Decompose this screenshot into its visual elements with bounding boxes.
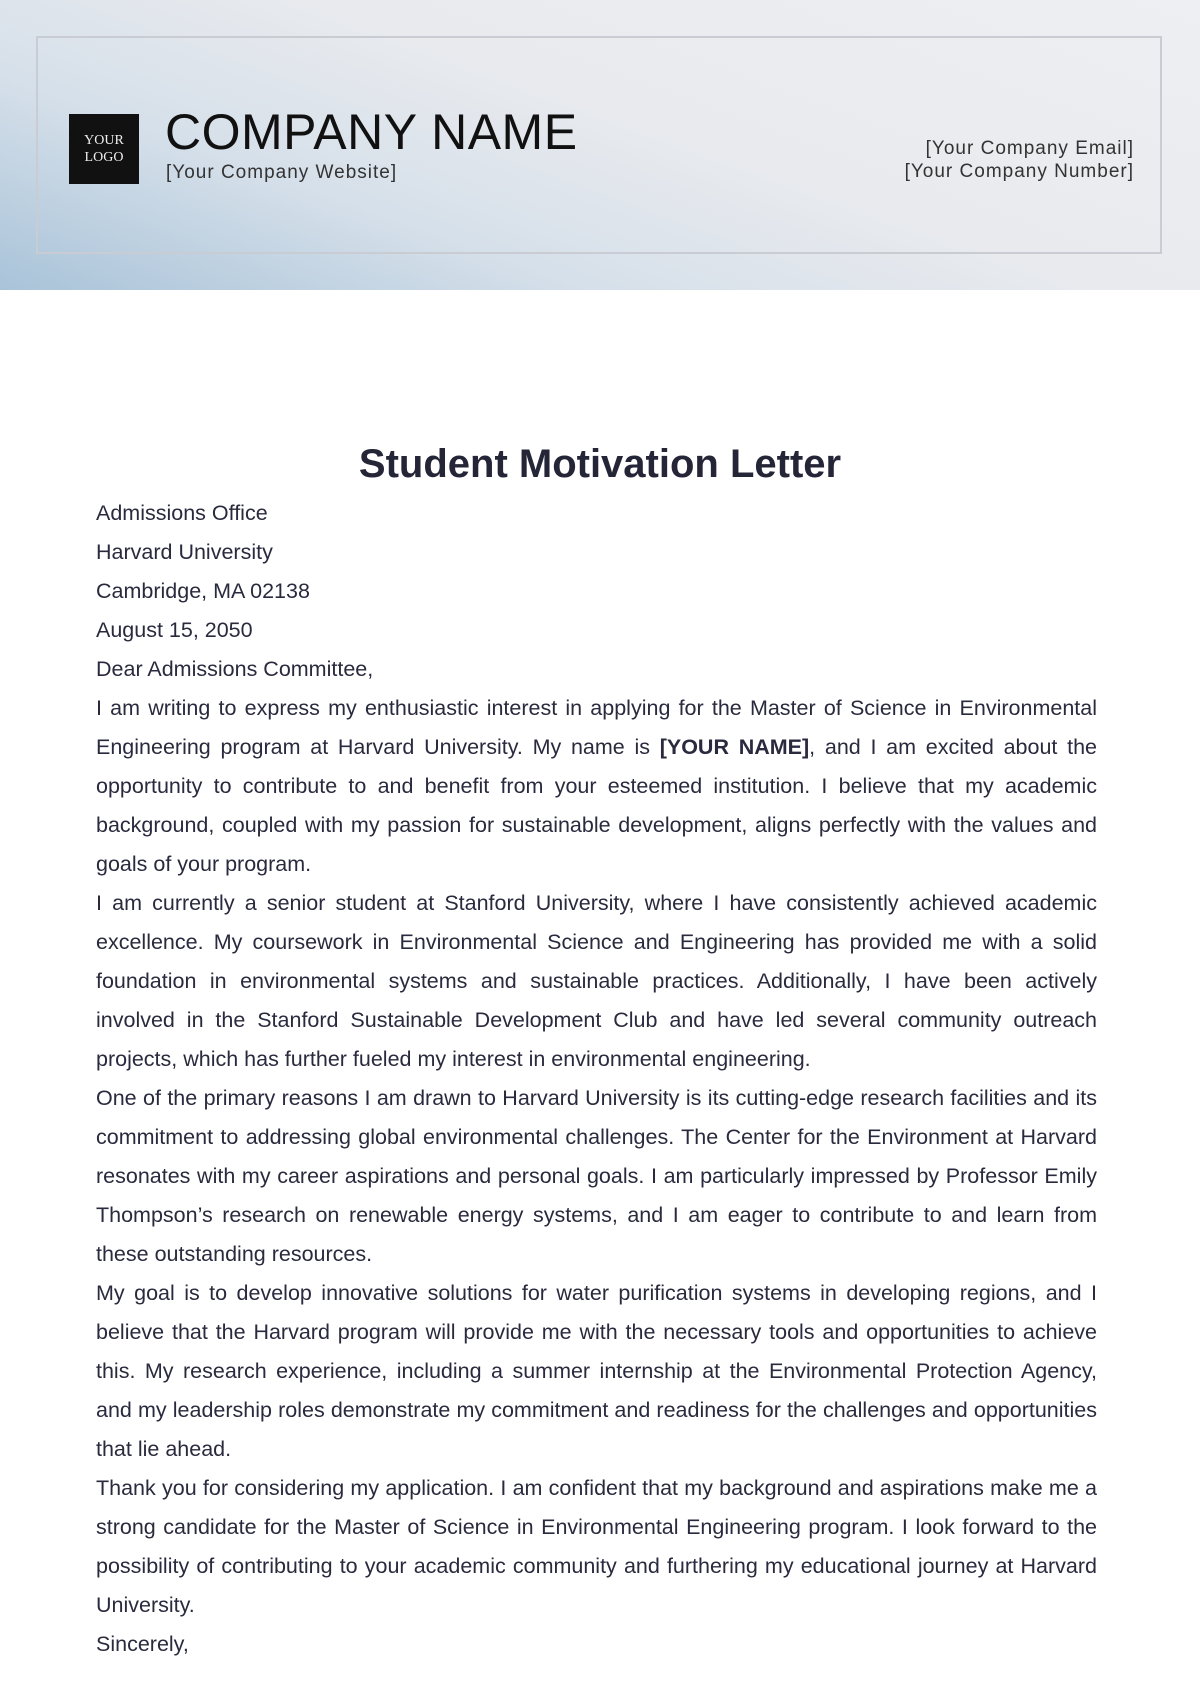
company-logo <box>69 114 139 184</box>
closing: Sincerely, <box>96 1632 189 1656</box>
text: , and I am excited about the opportunity to contribute to and benefit from your esteemed institution. I believe that my academic background, coupled with my passion for sustainable development, aligns perfectly with the values and goals of your program. <box>96 735 1097 876</box>
address-line: Cambridge, MA 02138 <box>96 579 310 603</box>
letterhead <box>0 0 1200 290</box>
letter-date: August 15, 2050 <box>96 618 253 642</box>
salutation: Dear Admissions Committee, <box>96 657 374 681</box>
company-number: [Your Company Number] <box>904 161 1134 182</box>
text: I am writing to express my enthusiastic interest in applying for the Master of Science in Environmental Engineering program at Harvard University. My name is <box>96 696 1097 759</box>
address-line: Harvard University <box>96 540 273 564</box>
paragraph-4: My goal is to develop innovative solutions for water purification systems in developing regions, and I believe that the Harvard program will provide me with the necessary tools and opportunities to achieve this. My research experience, including a summer internship at the Environmental Protection Agency, and my leadership roles demonstrate my commitment and readiness for the challenges and opportunities that lie ahead. <box>96 1281 1097 1461</box>
address-line: Admissions Office <box>96 501 268 525</box>
paragraph-3: One of the primary reasons I am drawn to Harvard University is its cutting-edge research facilities and its commitment to addressing global environmental challenges. The Center for the Environment at Harvard resonates with my career aspirations and personal goals. I am particularly impressed by Professor Emily Thompson’s research on renewable energy systems, and I am eager to contribute to and learn from these outstanding resources. <box>96 1086 1097 1266</box>
paragraph-2: I am currently a senior student at Stanford University, where I have consistently achieved academic excellence. My coursework in Environmental Science and Engineering has provided me with a solid foundation in environmental systems and sustainable practices. Additionally, I have been actively involved in the Stanford Sustainable Development Club and have led several community outreach projects, which has further fueled my interest in environmental engineering. <box>96 891 1097 1071</box>
paragraph-1 <box>96 689 1097 884</box>
company-email: [Your Company Email] <box>925 138 1134 159</box>
logo-line: LOGO <box>84 150 124 165</box>
logo-line: YOUR <box>84 133 124 148</box>
letter-body <box>96 494 1097 1664</box>
company-name: COMPANY NAME <box>165 104 578 160</box>
company-website: [Your Company Website] <box>166 162 398 183</box>
name-placeholder: [YOUR NAME] <box>659 735 810 759</box>
company-contact <box>905 137 1134 183</box>
paragraph-5: Thank you for considering my application. I am confident that my background and aspirations make me a strong candidate for the Master of Science in Environmental Engineering program. I look forward to the possibility of contributing to your academic community and furthering my educational journey at Harvard University. <box>96 1476 1097 1617</box>
letter-title: Student Motivation Letter <box>358 442 842 486</box>
